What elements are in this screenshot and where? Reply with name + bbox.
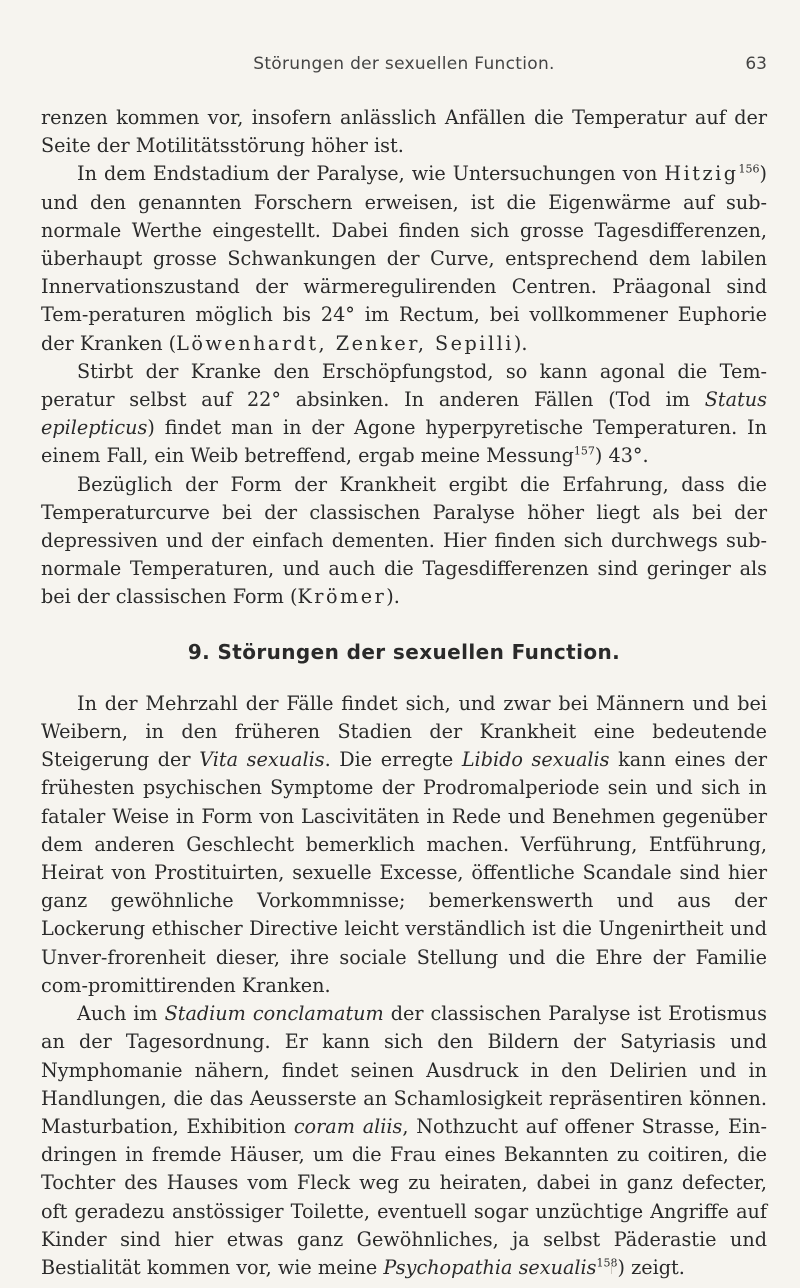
paragraph-text: Bezüglich der Form der Krankheit ergibt die Erfahrung, dass die Temperaturcurve bei der classischen Paralyse höher liegt als bei der depressiven und der einfach dementen. Hier finden sich durchwegs sub-normale Temperaturen, und auch die Tagesdifferenzen sind geringer als bei der classischen Form ( xyxy=(41,472,767,609)
paragraph-text: . Die erregte xyxy=(324,748,462,772)
paragraph-text: Auch im xyxy=(77,1002,165,1026)
paragraph-text: kann eines der frühesten psychischen Symptome der Prodromalperiode sein und sich in fataler Weise in Form von Lascivitäten in Rede und Benehmen gegenüber dem anderen Geschlecht bemerklich machen. Verführung, Entführung, Heirat von Prostituirten, sexuelle Excesse, öffentliche Scandale sind hier ganz gewöhnliche Vorkommnisse; bemerkenswerth und aus der Lockerung ethischer Directive leicht verständlich ist die Ungenirtheit und Unver-frorenheit dieser, ihre sociale Stellung und die Ehre der Familie com-promittirenden Kranken. xyxy=(41,748,767,997)
paragraph-stadium-conclamatum xyxy=(41,1000,767,1282)
paragraph-text: ) und den genannten Forschern erweisen, ist die Eigenwärme auf sub-normale Werthe eingestellt. Dabei finden sich grosse Tagesdifferenzen, überhaupt grosse Schwankungen der Curve, entsprechend dem labilen Innervationszustand der wärmeregulirenden Centren. Präagonal sind Tem-peraturen möglich bis 24° im Rectum, bei vollkommener Euphorie der Kranken ( xyxy=(41,162,767,355)
paragraph-form-der-krankheit xyxy=(41,471,767,612)
paragraph-endstadium xyxy=(41,160,767,357)
paragraph-erschoepfungstod xyxy=(41,358,767,471)
italic-term: coram aliis xyxy=(293,1114,403,1138)
footnote-ref: 158 xyxy=(596,1256,618,1270)
paragraph-continuation xyxy=(41,104,767,160)
paragraph-text: ). xyxy=(386,585,400,609)
running-head-title: Störungen der sexuellen Function. xyxy=(253,54,555,74)
paragraph-text: , Nothzucht auf offener Strasse, Ein-dringen in fremde Häuser, um die Frau eines Bekannten zu coitiren, die Tochter des Hauses vom Fleck weg zu heiraten, dabei in ganz defecter, oft geradezu anstössiger Toilette, eventuell sogar unzüchtige Angriffe auf Kinder sind hier etwas ganz Gewöhnliches, ja selbst Päderastie und Bestialität kommen vor, wie meine xyxy=(41,1114,767,1279)
paragraph-text: In der Mehrzahl der Fälle findet sich, und zwar bei Männern und bei Weibern, in den früheren Stadien der Krankheit eine bedeutende Steigerung der xyxy=(41,691,767,772)
footnote-ref: 157 xyxy=(573,445,595,459)
italic-term: Vita sexualis xyxy=(199,748,325,772)
section-heading: 9. Störungen der sexuellen Function. xyxy=(187,639,621,664)
page-number: 63 xyxy=(745,54,767,74)
italic-term: Stadium conclamatum xyxy=(164,1002,384,1026)
paragraph-text: der classischen Paralyse ist Erotismus an der Tagesordnung. Er kann sich den Bildern der Satyriasis und Nymphomanie nähern, findet seinen Ausdruck in den Delirien und in Handlungen, die das Aeusserste an Schamlosigkeit repräsentiren können. Masturbation, Exhibition xyxy=(41,1002,767,1138)
italic-book-title: Psychopathia sexualis xyxy=(383,1255,597,1279)
italic-term: Status epilepticus xyxy=(41,388,767,440)
paragraph-text: ) 43°. xyxy=(594,444,649,468)
paragraph-text: ) findet man in der Agone hyperpyretische Temperaturen. In einem Fall, ein Weib betreffend, ergab meine Messung xyxy=(41,416,767,468)
paragraph-text: ) zeigt. xyxy=(617,1255,685,1279)
paragraph-text: Stirbt der Kranke den Erschöpfungstod, so kann agonal die Tem-peratur selbst auf 22° absinken. In anderen Fällen (Tod im xyxy=(41,359,767,412)
author-names: Löwenhardt, Zenker, Sepilli xyxy=(176,331,514,355)
footnote-ref: 156 xyxy=(738,163,760,177)
body-text xyxy=(41,104,767,1282)
running-head xyxy=(41,54,767,82)
paragraph-mehrzahl xyxy=(41,690,767,1000)
page-mark xyxy=(611,1264,616,1274)
paragraph-text: In dem Endstadium der Paralyse, wie Untersuchungen von xyxy=(77,162,665,186)
author-name: Krömer xyxy=(297,585,387,609)
italic-term: Libido sexualis xyxy=(461,748,610,772)
paragraph-text: ). xyxy=(513,331,528,355)
author-name: Hitzig xyxy=(664,162,739,186)
paragraph-text: renzen kommen vor, insofern anlässlich Anfällen die Temperatur auf der Seite der Motilitätsstörung höher ist. xyxy=(41,106,767,158)
